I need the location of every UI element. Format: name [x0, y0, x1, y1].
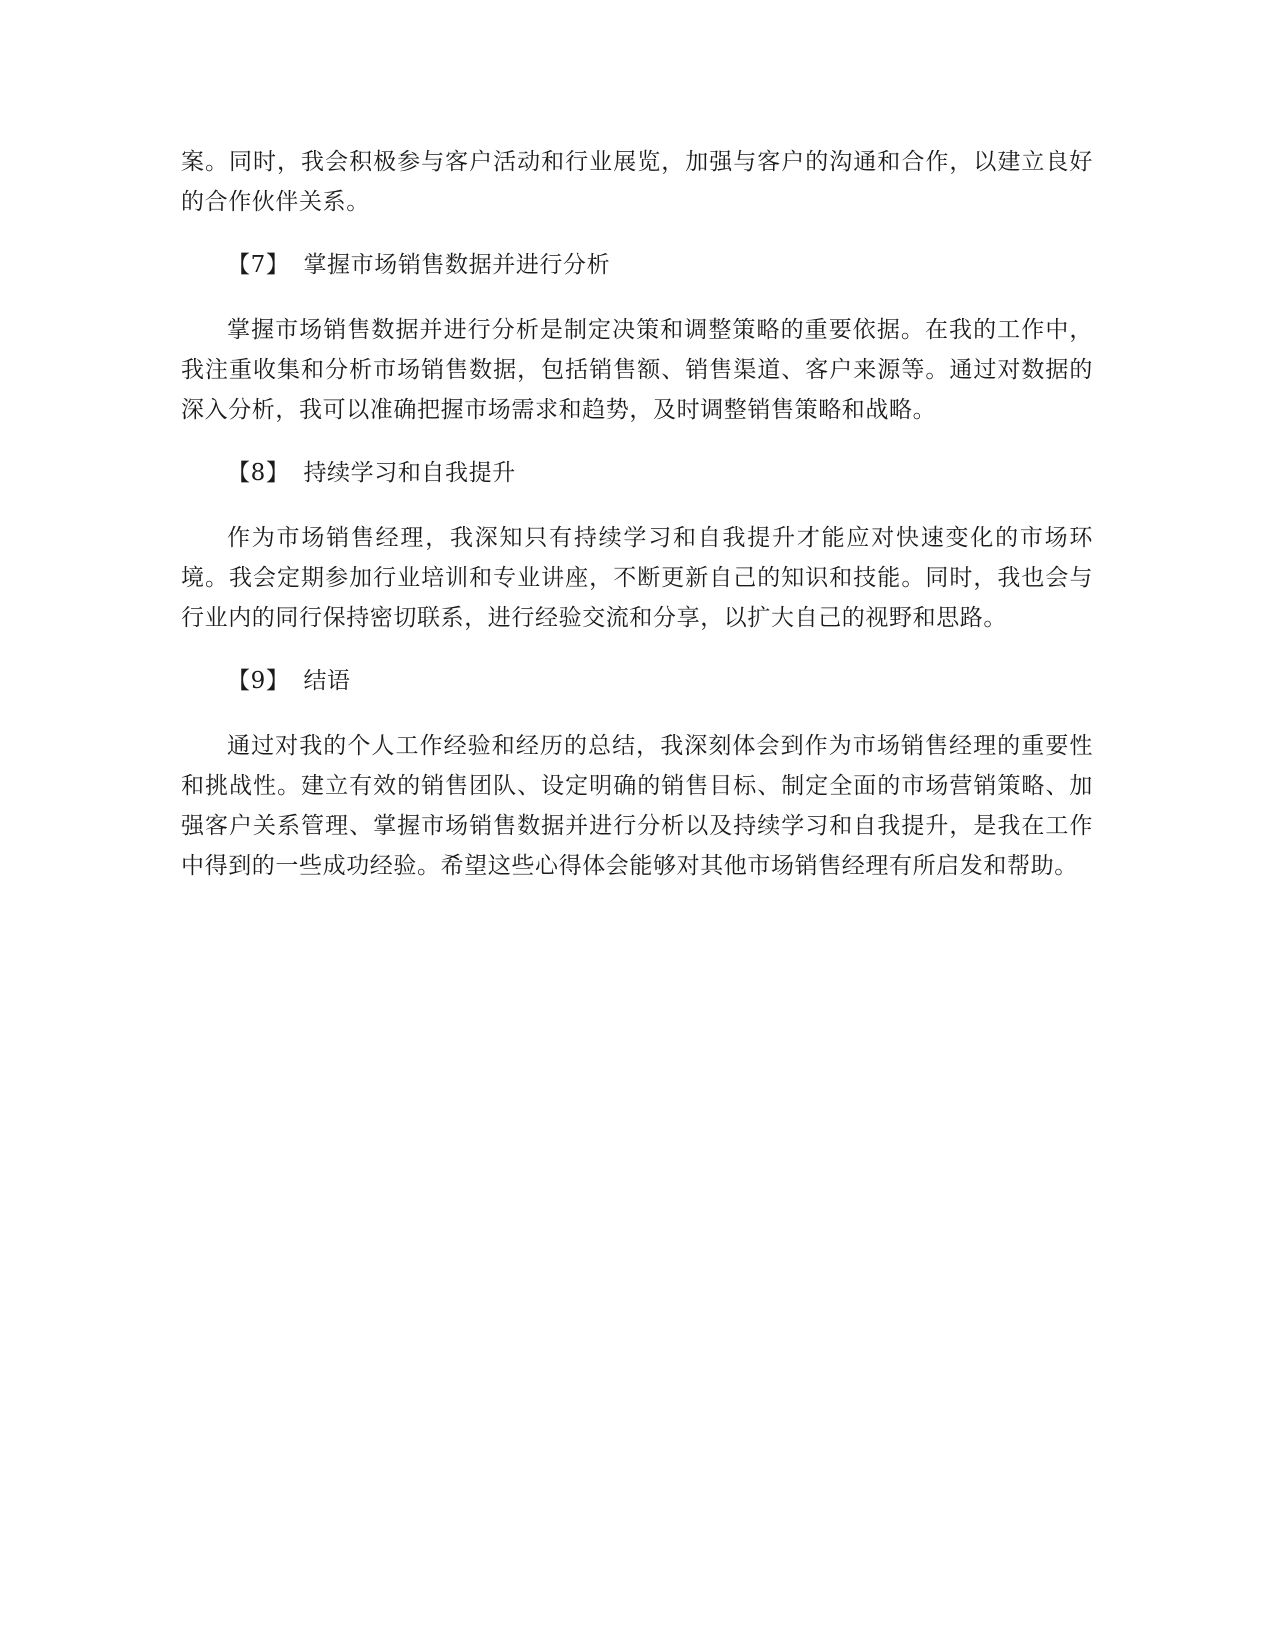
paragraph-section-8: 作为市场销售经理，我深知只有持续学习和自我提升才能应对快速变化的市场环境。我会定期参加行业培训和专业讲座，不断更新自己的知识和技能。同时，我也会与行业内的同行保持密切联系，进行经验交流和分享，以扩大自己的视野和思路。: [181, 525, 1093, 631]
document-page: [181, 142, 1093, 886]
section-number: 【8】: [227, 460, 290, 486]
section-heading-9: [181, 661, 1093, 701]
section-title: 结语: [303, 668, 351, 694]
section-heading-7: [181, 245, 1093, 285]
section-heading-8: [181, 453, 1093, 493]
section-number: 【9】: [227, 668, 290, 694]
section-title: 掌握市场销售数据并进行分析: [303, 252, 611, 278]
paragraph-continuation: 案。同时，我会积极参与客户活动和行业展览，加强与客户的沟通和合作，以建立良好的合作伙伴关系。: [181, 149, 1093, 215]
paragraph-conclusion: 通过对我的个人工作经验和经历的总结，我深刻体会到作为市场销售经理的重要性和挑战性。建立有效的销售团队、设定明确的销售目标、制定全面的市场营销策略、加强客户关系管理、掌握市场销售数据并进行分析以及持续学习和自我提升，是我在工作中得到的一些成功经验。希望这些心得体会能够对其他市场销售经理有所启发和帮助。: [181, 733, 1093, 879]
paragraph-section-7: 掌握市场销售数据并进行分析是制定决策和调整策略的重要依据。在我的工作中，我注重收集和分析市场销售数据，包括销售额、销售渠道、客户来源等。通过对数据的深入分析，我可以准确把握市场需求和趋势，及时调整销售策略和战略。: [181, 317, 1093, 423]
section-title: 持续学习和自我提升: [303, 460, 516, 486]
section-number: 【7】: [227, 252, 290, 278]
